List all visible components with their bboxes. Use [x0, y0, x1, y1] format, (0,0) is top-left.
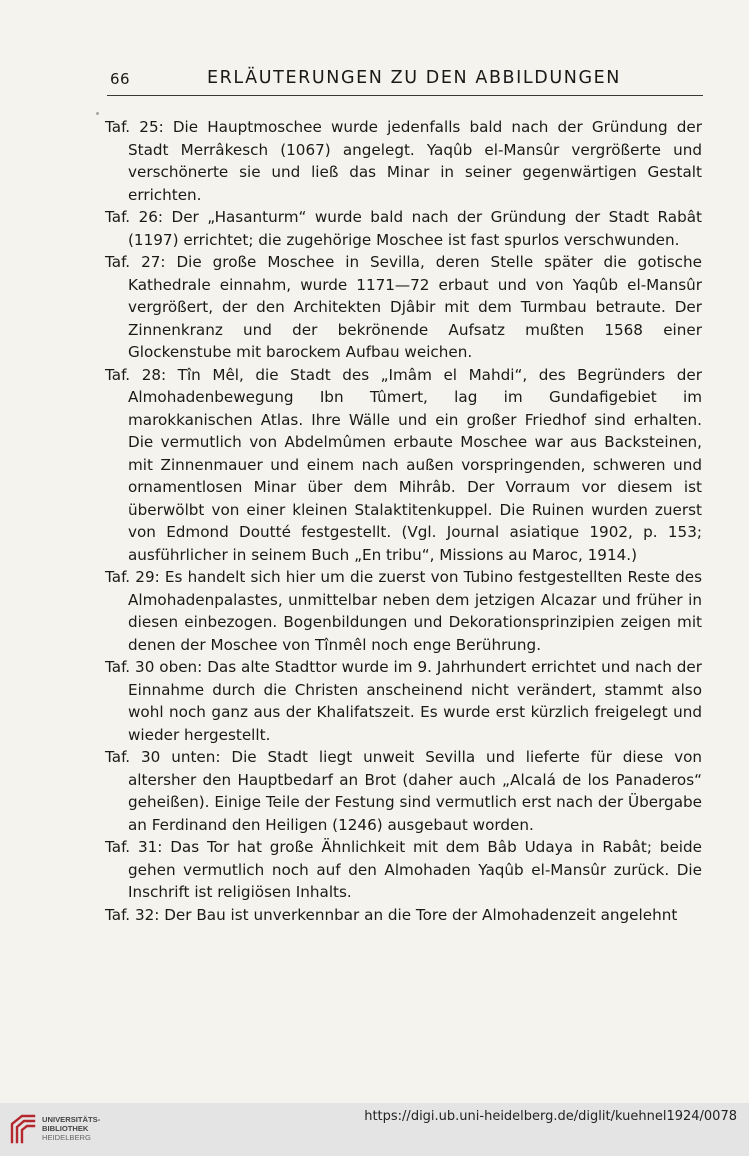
- library-name: [42, 1115, 100, 1142]
- entry-taf-25: Taf. 25: Die Hauptmoschee wurde jedenfalls bald nach der Gründung der Stadt Merrâkesch (1067) angelegt. Yaqûb el-Mansûr vergrößerte und verschönerte sie und ließ das Minar in seiner gegenwärtigen Gestalt errichten.: [105, 118, 702, 204]
- marginal-dot: [96, 112, 99, 115]
- library-name-line-1: UNIVERSITÄTS-: [42, 1115, 101, 1124]
- page-header: [107, 66, 703, 96]
- library-name-line-3: HEIDELBERG: [42, 1133, 91, 1142]
- entry-taf-32: Taf. 32: Der Bau ist unverkennbar an die Tore der Almohadenzeit angelehnt: [105, 905, 678, 924]
- entry-taf-31: Taf. 31: Das Tor hat große Ähnlichkeit mit dem Bâb Udaya in Rabât; beide gehen vermutlich noch auf den Almohaden Yaqûb el-Mansûr zurück. Die Inschrift ist religiösen Inhalts.: [105, 838, 702, 901]
- entry-taf-30-oben: Taf. 30 oben: Das alte Stadttor wurde im 9. Jahrhundert errichtet und nach der Einnahme durch die Christen anscheinend nicht verändert, stammt also wohl noch ganz aus der Khalifatszeit. Es wurde erst kürzlich freigelegt und wieder hergestellt.: [105, 658, 702, 744]
- entry-taf-28: Taf. 28: Tîn Mêl, die Stadt des „Imâm el Mahdi“, des Begründers der Almohadenbewegung Ibn Tûmert, lag im Gundafigebiet im marokkanischen Atlas. Ihre Wälle und ein großer Friedhof sind erhalten. Die vermutlich von Abdelmûmen erbaute Moschee war aus Backsteinen, mit Zinnenmauer und einem nach außen vorspringenden, schweren und ornamentlosen Minar über dem Mihrâb. Der Vorraum vor diesem ist überwölbt von einer kleinen Stalaktitenkuppel. Die Ruinen wurden zuerst von Edmond Doutté festgestellt. (Vgl. Journal asiatique 1902, p. 153; ausführlicher in seinem Buch „En tribu“, Missions au Maroc, 1914.): [105, 365, 702, 564]
- viewer-footer: [0, 1103, 749, 1156]
- page-number: 66: [110, 70, 131, 88]
- permalink-url[interactable]: https://digi.ub.uni-heidelberg.de/diglit/kuehnel1924/0078: [364, 1109, 737, 1124]
- entry-taf-26: Taf. 26: Der „Hasanturm“ wurde bald nach der Gründung der Stadt Rabât (1197) errichtet; die zugehörige Moschee ist fast spurlos verschwunden.: [105, 208, 702, 249]
- entry-taf-29: Taf. 29: Es handelt sich hier um die zuerst von Tubino festgestellten Reste des Almohadenpalastes, unmittelbar neben dem jetzigen Alcazar und früher in diesen einbezogen. Bogenbildungen und Dekorationsprinzipien zeigen mit denen der Moschee von Tînmêl noch enge Berührung.: [105, 568, 702, 654]
- body-text: [105, 116, 702, 926]
- running-head: ERLÄUTERUNGEN ZU DEN ABBILDUNGEN: [207, 68, 621, 88]
- entry-taf-30-unten: Taf. 30 unten: Die Stadt liegt unweit Sevilla und lieferte für diese von altersher den Hauptbedarf an Brot (daher auch „Alcalá de los Panaderos“ geheißen). Einige Teile der Festung sind vermutlich erst nach der Übergabe an Ferdinand den Heiligen (1246) ausgebaut worden.: [105, 748, 702, 834]
- library-name-line-2: BIBLIOTHEK: [42, 1124, 89, 1133]
- entry-taf-27: Taf. 27: Die große Moschee in Sevilla, deren Stelle später die gotische Kathedrale einnahm, wurde 1171—72 erbaut und von Yaqûb el-Mansûr vergrößert, der den Architekten Djâbir mit dem Turmbau betraute. Der Zinnenkranz und der bekrönende Aufsatz mußten 1568 einer Glockenstube mit barockem Aufbau weichen.: [105, 253, 702, 361]
- library-logo-icon[interactable]: [8, 1112, 38, 1146]
